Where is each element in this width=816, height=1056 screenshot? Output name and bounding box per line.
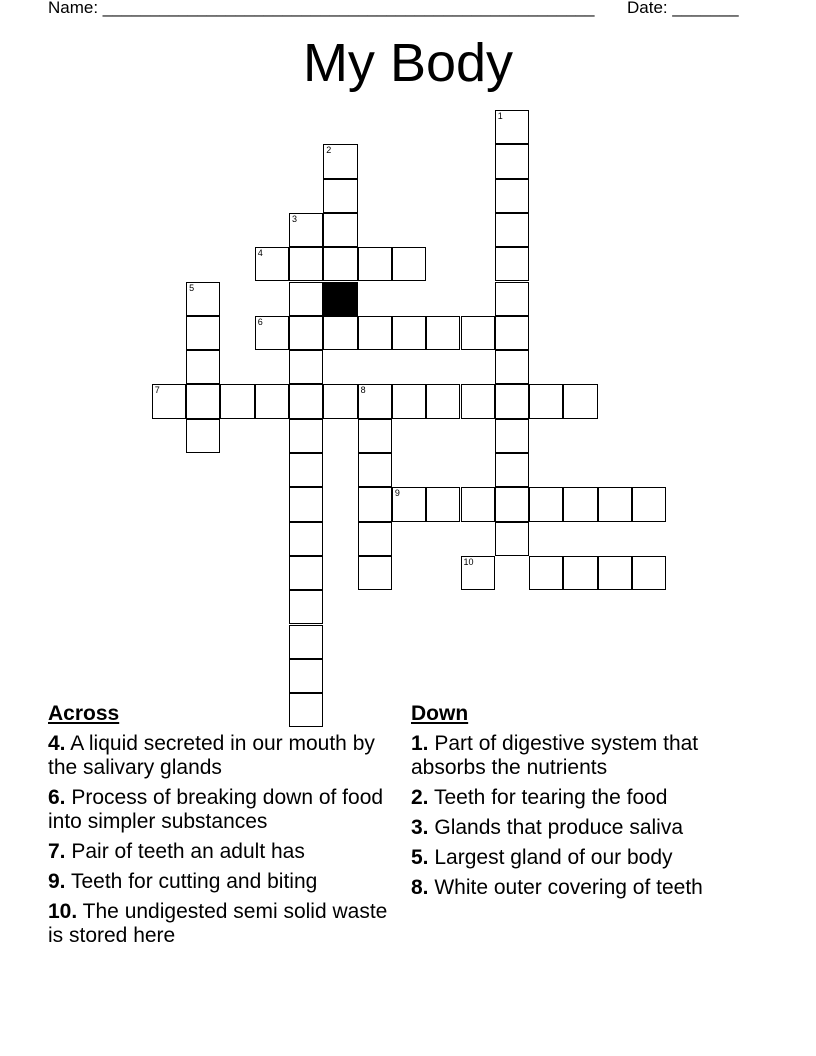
grid-cell[interactable] <box>289 556 323 590</box>
grid-cell[interactable] <box>152 384 186 418</box>
grid-cell[interactable] <box>392 384 426 418</box>
grid-cell[interactable] <box>323 316 357 350</box>
clue-number-label: 6 <box>257 316 263 327</box>
clue-number-label: 8 <box>360 385 366 396</box>
grid-cell[interactable] <box>495 110 529 144</box>
grid-cell[interactable] <box>289 487 323 521</box>
clue-text: Part of digestive system that absorbs the nutrients <box>411 732 699 779</box>
grid-cell[interactable] <box>632 556 666 590</box>
grid-cell[interactable] <box>255 384 289 418</box>
black-cell <box>323 282 357 316</box>
down-clue <box>411 732 771 780</box>
clue-number: 4. <box>48 732 66 755</box>
clue-number-label: 9 <box>394 488 400 499</box>
clue-number: 2. <box>411 786 429 809</box>
grid-cell[interactable] <box>358 556 392 590</box>
clue-number: 3. <box>411 816 429 839</box>
grid-cell[interactable] <box>392 487 426 521</box>
grid-cell[interactable] <box>529 556 563 590</box>
grid-cell[interactable] <box>323 384 357 418</box>
clue-number-label: 2 <box>326 145 332 156</box>
grid-cell[interactable] <box>358 419 392 453</box>
grid-cell[interactable] <box>289 522 323 556</box>
name-field-label: Name: ____________________________________________________ <box>48 0 595 17</box>
clue-number-label: 5 <box>189 282 195 293</box>
down-clue <box>411 846 771 870</box>
across-clue <box>48 786 398 834</box>
grid-cell[interactable] <box>186 384 220 418</box>
grid-cell[interactable] <box>495 213 529 247</box>
down-clues <box>411 702 771 906</box>
grid-cell[interactable] <box>358 247 392 281</box>
grid-cell[interactable] <box>255 316 289 350</box>
across-clue <box>48 840 398 864</box>
clue-number: 9. <box>48 870 66 893</box>
grid-cell[interactable] <box>495 144 529 178</box>
down-clue <box>411 816 771 840</box>
clue-number-label: 4 <box>257 248 263 259</box>
grid-cell[interactable] <box>186 316 220 350</box>
clue-number-label: 3 <box>292 213 298 224</box>
grid-cell[interactable] <box>495 487 529 521</box>
grid-cell[interactable] <box>289 282 323 316</box>
grid-cell[interactable] <box>358 384 392 418</box>
grid-cell[interactable] <box>392 316 426 350</box>
clue-number: 10. <box>48 900 78 923</box>
grid-cell[interactable] <box>426 487 460 521</box>
clue-text: Pair of teeth an adult has <box>71 840 305 863</box>
grid-cell[interactable] <box>461 487 495 521</box>
grid-cell[interactable] <box>358 316 392 350</box>
grid-cell[interactable] <box>289 247 323 281</box>
grid-cell[interactable] <box>495 522 529 556</box>
grid-cell[interactable] <box>255 247 289 281</box>
grid-cell[interactable] <box>563 487 597 521</box>
grid-cell[interactable] <box>495 350 529 384</box>
grid-cell[interactable] <box>426 316 460 350</box>
across-clue <box>48 870 398 894</box>
grid-cell[interactable] <box>323 247 357 281</box>
clue-number: 1. <box>411 732 429 755</box>
grid-cell[interactable] <box>598 487 632 521</box>
clue-text: Process of breaking down of food into simpler substances <box>48 786 384 833</box>
grid-cell[interactable] <box>495 453 529 487</box>
grid-cell[interactable] <box>495 419 529 453</box>
grid-cell[interactable] <box>529 384 563 418</box>
grid-cell[interactable] <box>289 316 323 350</box>
clue-number: 5. <box>411 846 429 869</box>
grid-cell[interactable] <box>529 487 563 521</box>
grid-cell[interactable] <box>461 384 495 418</box>
down-heading: Down <box>411 702 469 725</box>
clue-text: A liquid secreted in our mouth by the salivary glands <box>48 732 375 779</box>
grid-cell[interactable] <box>358 522 392 556</box>
grid-cell[interactable] <box>358 487 392 521</box>
grid-cell[interactable] <box>495 282 529 316</box>
across-clue <box>48 900 398 948</box>
grid-cell[interactable] <box>186 282 220 316</box>
date-field-label: Date: _______ <box>627 0 739 17</box>
clue-number: 7. <box>48 840 66 863</box>
grid-cell[interactable] <box>495 384 529 418</box>
grid-cell[interactable] <box>289 453 323 487</box>
down-clue <box>411 876 771 900</box>
clue-number-label: 1 <box>497 111 503 121</box>
grid-cell[interactable] <box>495 316 529 350</box>
clue-number-label: 10 <box>463 556 474 567</box>
grid-cell[interactable] <box>289 419 323 453</box>
grid-cell[interactable] <box>358 453 392 487</box>
grid-cell[interactable] <box>461 556 495 590</box>
grid-cell[interactable] <box>289 350 323 384</box>
grid-cell[interactable] <box>289 625 323 659</box>
grid-cell[interactable] <box>186 419 220 453</box>
grid-cell[interactable] <box>220 384 254 418</box>
grid-cell[interactable] <box>186 350 220 384</box>
grid-cell[interactable] <box>632 487 666 521</box>
across-clue <box>48 732 398 780</box>
clue-text: White outer covering of teeth <box>434 876 703 899</box>
grid-cell[interactable] <box>563 556 597 590</box>
grid-cell[interactable] <box>461 316 495 350</box>
clue-text: The undigested semi solid waste is stored here <box>48 900 388 947</box>
down-clue <box>411 786 771 810</box>
across-clues <box>48 702 398 954</box>
clue-text: Largest gland of our body <box>434 846 673 869</box>
grid-cell[interactable] <box>289 213 323 247</box>
grid-cell[interactable] <box>289 659 323 693</box>
clue-text: Teeth for cutting and biting <box>70 870 318 893</box>
grid-cell[interactable] <box>495 247 529 281</box>
clue-text: Teeth for tearing the food <box>433 786 668 809</box>
grid-cell[interactable] <box>563 384 597 418</box>
grid-cell[interactable] <box>426 384 460 418</box>
clue-text: Glands that produce saliva <box>434 816 684 839</box>
clue-number-label: 7 <box>154 385 160 396</box>
grid-cell[interactable] <box>289 590 323 624</box>
grid-cell[interactable] <box>495 179 529 213</box>
grid-cell[interactable] <box>598 556 632 590</box>
clue-number: 6. <box>48 786 66 809</box>
grid-cell[interactable] <box>323 179 357 213</box>
across-heading: Across <box>48 702 120 725</box>
clue-number: 8. <box>411 876 429 899</box>
grid-cell[interactable] <box>392 247 426 281</box>
grid-cell[interactable] <box>289 384 323 418</box>
grid-cell[interactable] <box>323 144 357 178</box>
grid-cell[interactable] <box>323 213 357 247</box>
page-title: My Body <box>302 33 514 93</box>
